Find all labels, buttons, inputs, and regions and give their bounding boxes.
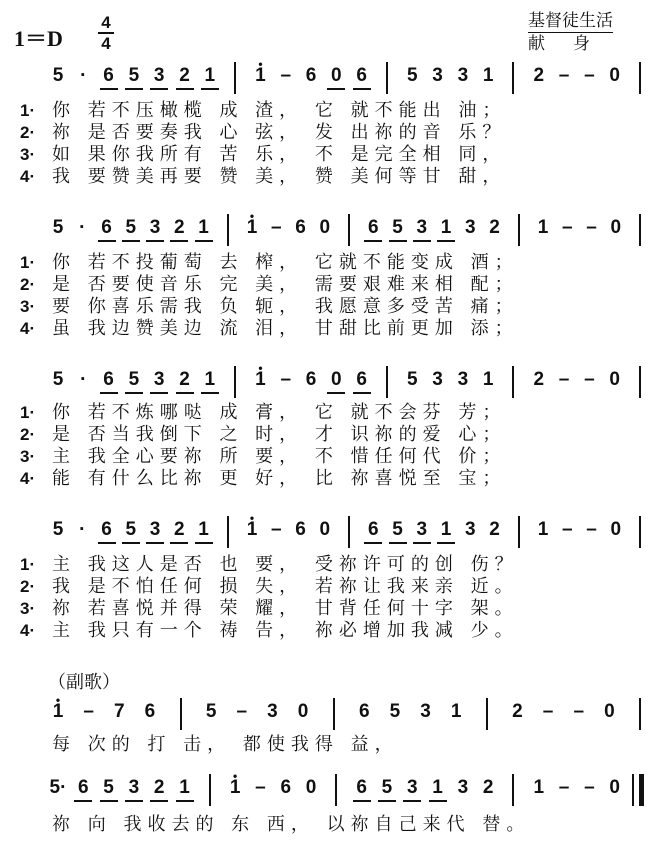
note: 2 [482,777,494,798]
note: 5 [389,701,401,722]
verse-number: 1· [20,101,36,120]
lyric-line [0,468,662,490]
barline [518,516,520,548]
note: 2 [512,701,523,722]
note: 0 [609,777,620,798]
note: 3 [150,64,168,90]
note: 1 [195,518,213,544]
verse-number: 2· [20,275,36,294]
verse-number: 4· [20,469,36,488]
note: 1 [201,368,219,394]
lyric-line [0,318,662,340]
note: 5 [125,368,143,394]
barline [335,774,337,806]
note: 6 [364,216,382,242]
note: 3 [146,518,164,544]
barline [209,774,211,806]
time-signature-top: 4 [101,13,111,32]
note: 3 [403,776,421,802]
note: 3 [457,777,469,798]
author-line-1: 基督徒生活 [528,11,613,31]
note: · [80,65,87,86]
barline [348,214,350,246]
lyric-text: 主 我这人是否 也 要， 受祢许可的创 伤？ [52,554,519,575]
note: – [255,777,266,798]
note: 6 [364,518,382,544]
barline [639,698,641,730]
barline [234,62,236,94]
notation-line [0,62,662,94]
note: – [558,777,570,798]
lyric-text: 你 若不炼哪哒 成 膏， 它 就不会芬 芳； [52,402,507,423]
note: – [561,217,573,238]
note: – [83,701,94,722]
note: 6 [353,368,371,394]
note: 6 [98,216,116,242]
note: 5 [125,64,143,90]
note: 1 [450,701,462,722]
lyric-line [0,598,662,620]
verse-number: 1· [20,555,36,574]
note: 5 [52,217,64,238]
note: – [584,65,595,86]
note: · [79,519,86,540]
note: 2 [489,519,500,540]
note: 5 [100,776,118,802]
lyric-text: 每 次的 打 击， 都使我得 益， [52,734,399,755]
note: 5 [389,518,407,544]
barline [512,774,514,806]
note: 3 [457,65,469,86]
note: 6 [74,776,92,802]
note: 1 [482,369,494,390]
note: – [236,701,248,722]
note: 5 [122,216,140,242]
note: 5 [52,65,64,86]
lyric-line [0,576,662,598]
lyric-line [0,100,662,122]
note: – [586,519,597,540]
note: 0 [305,777,317,798]
note: 3 [464,217,476,238]
lyric-text: 祢 是否要奏我 心 弦， 发 出祢的音 乐？ [52,122,507,143]
note: 5 [389,216,407,242]
lyric-line [0,620,662,642]
verse-number: 3· [20,599,36,618]
note: 1 [195,216,213,242]
note: – [270,519,282,540]
note: 5 [205,701,217,722]
lyric-line [0,814,662,836]
note: 0 [609,65,620,86]
lyric-line [0,554,662,576]
note: – [270,217,282,238]
note: 5 [52,519,64,540]
barline [227,516,229,548]
note: – [561,519,573,540]
note: 6 [295,519,306,540]
note: 6 [295,217,306,238]
verse-number: 4· [20,167,36,186]
note: 0 [609,369,620,390]
lyric-text: 我 要赞美再要 赞 美， 赞 美何等甘 甜， [52,166,507,187]
note: 2 [170,518,188,544]
barline [386,62,388,94]
note: 6 [353,64,371,90]
verse-number: 2· [20,577,36,596]
note: · [79,217,86,238]
barline [234,366,236,398]
note: 3 [150,368,168,394]
lyric-line [0,166,662,188]
lyric-text: 我 是不怕任何 损 失， 若祢让我来亲 近。 [52,576,519,597]
lyric-line [0,402,662,424]
verse-number: 3· [20,447,36,466]
time-signature [96,14,116,52]
note: 0 [319,519,331,540]
author-line-2: 献身 [528,34,618,54]
note: 6 [305,65,317,86]
verse-number: 3· [20,297,36,316]
note: 1 [201,64,219,90]
barline [333,698,335,730]
barline [512,62,514,94]
verse-number: 4· [20,621,36,640]
note: 3 [267,701,278,722]
note: 1 [176,776,194,802]
note: 6 [353,776,371,802]
lyric-text: 主 我全心要祢 所 要， 不 惜任何代 价； [52,446,507,467]
note: – [280,369,292,390]
note: – [542,701,554,722]
note: – [280,65,292,86]
lyric-line [0,252,662,274]
note: 1 [537,217,549,238]
note: 5 [122,518,140,544]
notation-line [0,516,662,548]
note: 3 [432,65,443,86]
note: 1 [537,519,549,540]
barline [639,214,641,246]
lyric-text: 是 否要使音乐 完 美， 需要艰难来相 配； [52,274,519,295]
note: 5 [52,369,64,390]
key-signature: 1＝D [14,26,63,51]
note: 6 [305,369,317,390]
note: 0 [297,701,309,722]
note: 5 [406,369,418,390]
lyric-text: 虽 我边赞美边 流 泪， 甘甜比前更加 添； [52,318,519,339]
note: 5 [406,65,418,86]
lyric-text: 如 果你我所有 苦 乐， 不 是完全相 同， [52,144,507,165]
barline [386,366,388,398]
note: 1 [437,518,455,544]
verse-number: 2· [20,425,36,444]
notation-line [0,366,662,398]
note: 3 [146,216,164,242]
note: 6 [280,777,292,798]
author-credit [528,10,618,55]
lyric-line [0,274,662,296]
note: 1 [482,65,494,86]
note: 1 [429,776,447,802]
lyric-text: 是 否当我倒下 之 时， 才 识祢的爱 心； [52,424,507,445]
verse-number: 2· [20,123,36,142]
verse-number: 3· [20,145,36,164]
note: 7 [113,701,125,722]
barline [512,366,514,398]
note: – [586,217,597,238]
lyric-text: 能 有什么比祢 更 好， 比 祢喜悦至 宝； [52,468,507,489]
lyric-text: 主 我只有一个 祷 告， 祢必增加我减 少。 [52,620,519,641]
note: 6 [98,518,116,544]
note: 2 [150,776,168,802]
lyric-text: 你 若不压橄榄 成 渣， 它 就不能出 油； [52,100,507,121]
note: • 1 [243,518,261,542]
note: 3 [464,519,476,540]
note: 6 [144,701,156,722]
note: 2 [170,216,188,242]
lyric-text: 你 若不投葡萄 去 榨， 它就不能变成 酒； [52,252,519,273]
note: 5· [49,777,67,798]
barline [639,62,641,94]
note: – [558,65,570,86]
note: – [584,369,595,390]
note: 6 [100,368,118,394]
note: • 1 [49,700,67,724]
note: 2 [533,65,545,86]
note: • 1 [251,64,269,88]
note: 6 [100,64,118,90]
chorus-label: （副歌） [48,672,120,693]
lyric-line [0,424,662,446]
note: 3 [420,701,431,722]
note: • 1 [226,776,244,800]
note: 6 [359,701,370,722]
note: 0 [604,701,615,722]
note: 1 [533,777,545,798]
verse-number: 4· [20,319,36,338]
barline [639,516,641,548]
note: 2 [489,217,500,238]
note: 3 [432,369,443,390]
lyric-line [0,122,662,144]
note: 2 [533,369,545,390]
lyric-line [0,296,662,318]
lyric-line [0,446,662,468]
note: 2 [176,64,194,90]
note: – [584,777,595,798]
barline [518,214,520,246]
verse-number: 1· [20,253,36,272]
note: 0 [610,217,622,238]
note: 0 [327,368,345,394]
barline [639,366,641,398]
lyric-line [0,734,662,756]
lyric-line [0,144,662,166]
notation-line [0,698,662,730]
note: 3 [413,518,431,544]
note: 3 [125,776,143,802]
note: 0 [319,217,331,238]
barline [348,516,350,548]
time-signature-bottom: 4 [101,34,111,53]
verse-number: 1· [20,403,36,422]
barline [632,774,634,806]
final-barline [639,774,644,806]
notation-line [0,774,662,806]
lyric-text: 要 你喜乐需我 负 轭， 我愿意多受苦 痛； [52,296,519,317]
note: 1 [437,216,455,242]
note: – [573,701,585,722]
notation-line [0,214,662,246]
lyric-text: 祢 向 我收去的 东 西， 以祢自己来代 替。 [52,814,531,835]
note: • 1 [251,368,269,392]
note: 3 [457,369,469,390]
note: – [558,369,570,390]
note: 2 [176,368,194,394]
note: 5 [378,776,396,802]
barline [486,698,488,730]
note: • 1 [243,216,261,240]
note: 0 [610,519,622,540]
note: · [80,369,87,390]
note: 0 [327,64,345,90]
note: 3 [413,216,431,242]
barline [227,214,229,246]
lyric-text: 祢 若喜悦并得 荣 耀， 甘背任何十字 架。 [52,598,519,619]
barline [180,698,182,730]
